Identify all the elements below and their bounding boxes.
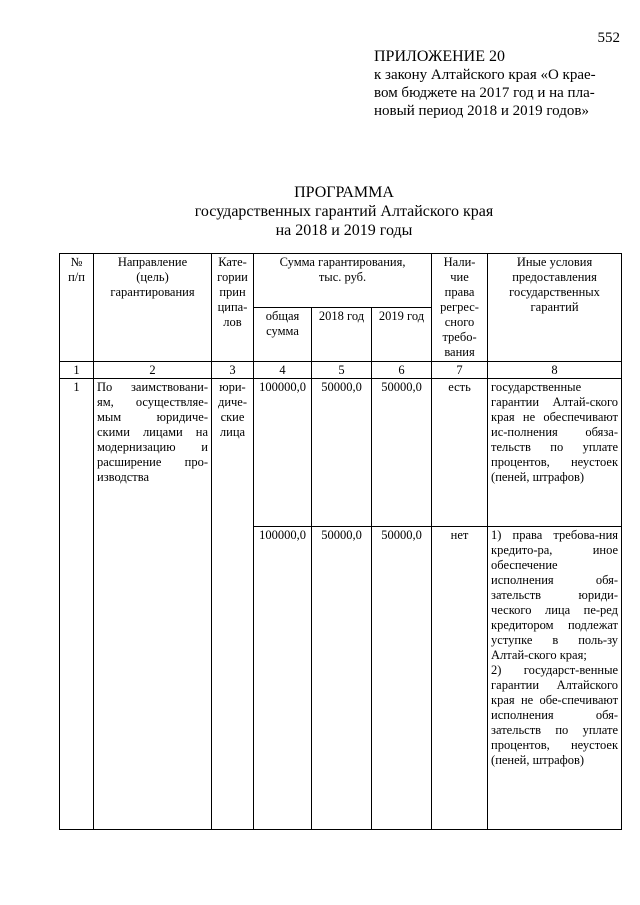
column-number: 5 [312, 362, 372, 379]
appendix-line: вом бюджете на 2017 год и на пла- [374, 85, 595, 101]
total-amount-cell: 100000,0 [254, 527, 312, 830]
title-main: ПРОГРАММА [294, 184, 394, 201]
header-num: № п/п [60, 254, 94, 362]
row-number: 1 [60, 379, 94, 830]
column-number: 1 [60, 362, 94, 379]
page-number: 552 [597, 30, 620, 46]
header-row [60, 254, 622, 308]
title-line2: государственных гарантий Алтайского края [194, 203, 494, 220]
appendix-block [374, 48, 614, 120]
appendix-heading: ПРИЛОЖЕНИЕ 20 [374, 48, 506, 65]
direction-cell: По заимствовани-ям, осуществляе-мым юридиче-скими лицами на модернизацию и расширение про-изводства [94, 379, 212, 830]
header-recourse: Нали- чие права регрес- сного требо- вания [432, 254, 488, 362]
recourse-cell: есть [432, 379, 488, 527]
table-row [60, 379, 622, 527]
condition-item: 2) государст-венные гарантии Алтайского края не обе-спечивают исполнения обя-зательств по уплате процентов, неустоек (пеней, штрафов) [491, 663, 619, 767]
column-number: 2 [94, 362, 212, 379]
other-conditions-cell [488, 527, 622, 830]
header-total: общая сумма [254, 308, 312, 362]
program-title [0, 183, 640, 240]
appendix-line: к закону Алтайского края «О крае- [374, 67, 596, 83]
category-cell: юри- диче- ские лица [212, 379, 254, 830]
guarantee-table [59, 253, 622, 830]
condition-item: 1) права требова-ния кредито-ра, иное обеспечение исполнения обя-зательств юриди-ческого лица пе-ред кредитором подлежат уступке в поль-зу Алтай-ского края; [491, 528, 619, 662]
column-number: 6 [372, 362, 432, 379]
other-conditions-cell: государственные гарантии Алтай-ского края не обеспечивают ис-полнения обяза-тельств по уплате процентов, неустоек (пеней, штрафов) [488, 379, 622, 527]
appendix-line: новый период 2018 и 2019 годов» [374, 103, 589, 119]
column-number: 4 [254, 362, 312, 379]
column-numbers-row [60, 362, 622, 379]
header-category: Кате- гории прин ципа- лов [212, 254, 254, 362]
amount-2019-cell: 50000,0 [372, 527, 432, 830]
recourse-cell: нет [432, 527, 488, 830]
header-other-conditions: Иные условия предоставления государственных гарантий [488, 254, 622, 362]
header-2018: 2018 год [312, 308, 372, 362]
amount-2019-cell: 50000,0 [372, 379, 432, 527]
title-line3: на 2018 и 2019 годы [275, 222, 413, 239]
header-2019: 2019 год [372, 308, 432, 362]
total-amount-cell: 100000,0 [254, 379, 312, 527]
header-direction: Направление (цель) гарантирования [94, 254, 212, 362]
amount-2018-cell: 50000,0 [312, 379, 372, 527]
column-number: 7 [432, 362, 488, 379]
amount-2018-cell: 50000,0 [312, 527, 372, 830]
header-amount-group: Сумма гарантирования, тыс. руб. [254, 254, 432, 308]
column-number: 3 [212, 362, 254, 379]
column-number: 8 [488, 362, 622, 379]
